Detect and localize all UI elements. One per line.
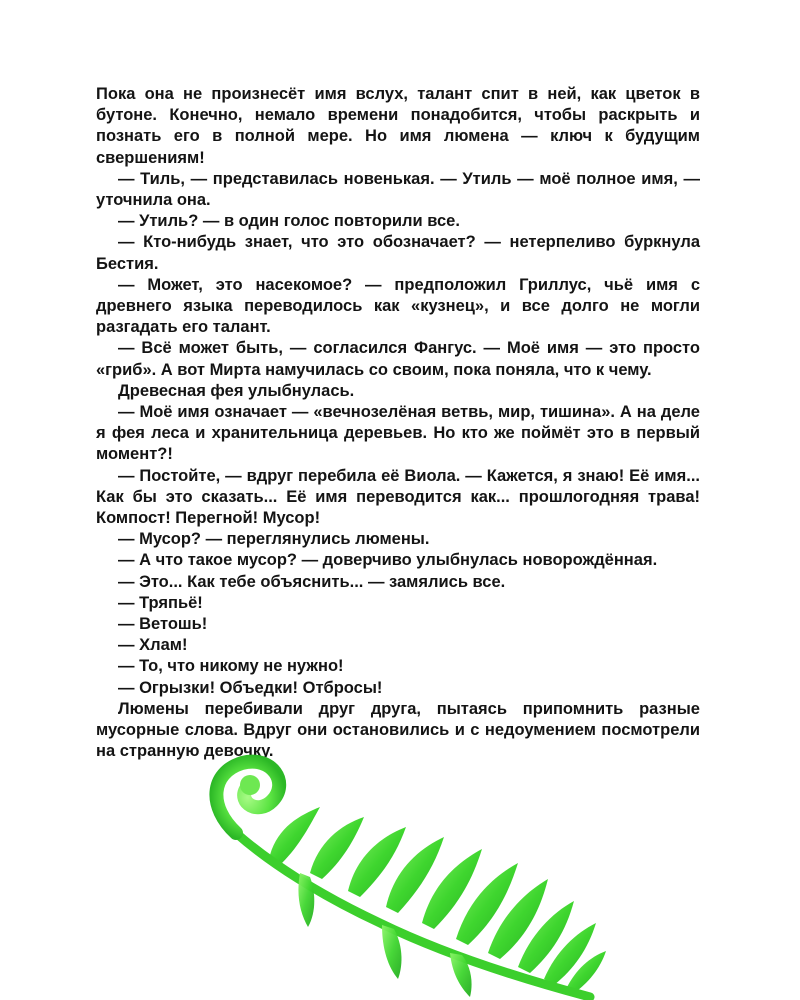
paragraph-10: — Мусор? — переглянулись люмены. xyxy=(118,530,430,549)
story-text xyxy=(96,84,700,763)
paragraph-18: Люмены перебивали друг друга, пытаясь припомнить разные мусорные слова. Вдруг они остановились и с недоумением посмотрели на странную девочку. xyxy=(96,699,700,761)
paragraph-13: — Тряпьё! xyxy=(118,593,203,612)
fern-spiral xyxy=(216,762,279,833)
paragraph-8: — Моё имя означает — «вечнозелёная ветвь, мир, тишина». А на деле я фея леса и хранительница деревьев. Но кто же поймёт это в первый момент?! xyxy=(96,403,700,464)
fern-frond-icon xyxy=(150,745,610,1000)
paragraph-2: — Тиль, — представилась новенькая. — Утиль — моё полное имя, — уточнила она. xyxy=(96,169,700,210)
paragraph-3: — Утиль? — в один голос повторили все. xyxy=(118,212,460,231)
paragraph-7: Древесная фея улыбнулась. xyxy=(118,381,355,400)
paragraph-14: — Ветошь! xyxy=(118,615,208,634)
fern-leaflets xyxy=(270,807,606,993)
paragraph-5: — Может, это насекомое? — предположил Гриллус, чьё имя с древнего языка переводилось как «кузнец», и все долго не могли разгадать его талант. xyxy=(96,275,700,337)
paragraph-9: — Постойте, — вдруг перебила её Виола. — Кажется, я знаю! Её имя... Как бы это сказать... Её имя переводится как... прошлогодняя трава! Компост! Перегной! Мусор! xyxy=(96,466,700,528)
paragraph-12: — Это... Как тебе объяснить... — замялись все. xyxy=(118,572,506,591)
paragraph-11: — А что такое мусор? — доверчиво улыбнулась новорождённая. xyxy=(118,551,658,570)
paragraph-15: — Хлам! xyxy=(118,636,188,655)
paragraph-6: — Всё может быть, — согласился Фангус. — Моё имя — это просто «гриб». А вот Мирта намучилась со своим, пока поняла, что к чему. xyxy=(96,339,700,379)
paragraph-16: — То, что никому не нужно! xyxy=(118,657,344,676)
paragraph-1: Пока она не произнесёт имя вслух, талант спит в ней, как цветок в бутоне. Конечно, немало времени понадобится, чтобы раскрыть и познать его в полной мере. Но имя люмена — ключ к будущим свершениям! xyxy=(96,85,700,167)
paragraph-4: — Кто-нибудь знает, что это обозначает? — нетерпеливо буркнула Бестия. xyxy=(96,233,700,273)
paragraph-17: — Огрызки! Объедки! Отбросы! xyxy=(118,678,383,697)
fern-spiral-center xyxy=(240,775,260,795)
